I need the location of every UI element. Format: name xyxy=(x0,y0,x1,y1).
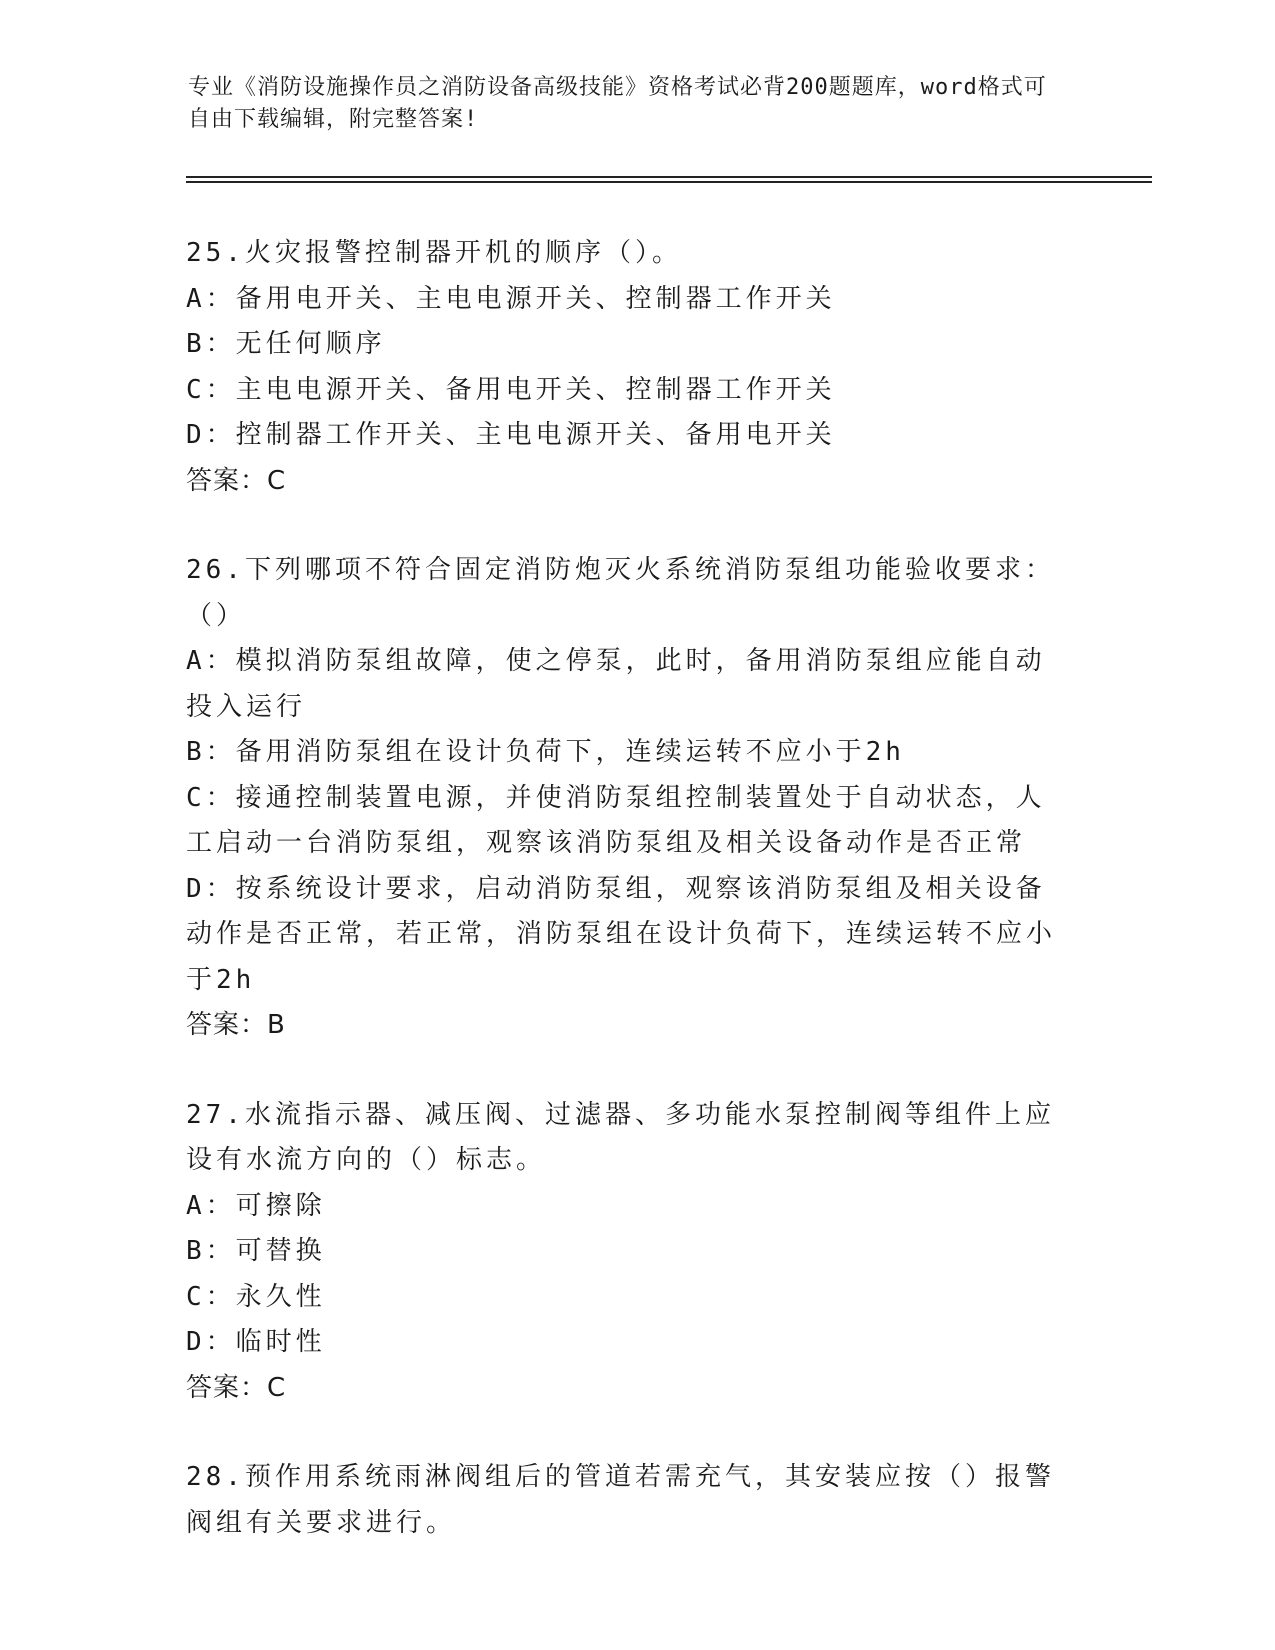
answer-line: 答案：B xyxy=(186,1010,286,1040)
question-list xyxy=(186,231,1066,1590)
question-stem: 25.火灾报警控制器开机的顺序（）。 xyxy=(186,238,682,268)
question-25 xyxy=(186,231,1066,504)
option-d: D：控制器工作开关、主电电源开关、备用电开关 xyxy=(186,420,836,450)
question-28 xyxy=(186,1455,1066,1546)
question-stem: 26.下列哪项不符合固定消防炮灭火系统消防泵组功能验收要求：（） xyxy=(186,555,1055,631)
option-d: D：按系统设计要求，启动消防泵组，观察该消防泵组及相关设备动作是否正常，若正常，消防泵组在设计负荷下，连续运转不应小于2h xyxy=(186,873,1057,995)
option-b: B：可替换 xyxy=(186,1236,326,1266)
document-header xyxy=(188,72,1068,136)
option-a: A：模拟消防泵组故障，使之停泵，此时，备用消防泵组应能自动投入运行 xyxy=(186,646,1046,722)
answer-line: 答案：C xyxy=(186,465,287,496)
option-c: C：主电电源开关、备用电开关、控制器工作开关 xyxy=(186,374,836,405)
option-b: B：无任何顺序 xyxy=(186,329,386,359)
option-a: A：备用电开关、主电电源开关、控制器工作开关 xyxy=(186,283,836,314)
question-27 xyxy=(186,1093,1066,1412)
answer-line: 答案：C xyxy=(186,1372,287,1403)
option-d: D：临时性 xyxy=(186,1327,326,1357)
question-26 xyxy=(186,548,1066,1049)
option-b: B：备用消防泵组在设计负荷下，连续运转不应小于2h xyxy=(186,737,905,767)
option-a: A：可擦除 xyxy=(186,1190,326,1221)
header-divider-top xyxy=(186,176,1152,178)
question-stem: 28.预作用系统雨淋阀组后的管道若需充气，其安装应按（）报警阀组有关要求进行。 xyxy=(186,1462,1055,1538)
header-text: 专业《消防设施操作员之消防设备高级技能》资格考试必背200题题库，word格式可自由下载编辑，附完整答案! xyxy=(188,75,1047,132)
option-c: C：永久性 xyxy=(186,1281,326,1312)
option-c: C：接通控制装置电源，并使消防泵组控制装置处于自动状态，人工启动一台消防泵组，观察该消防泵组及相关设备动作是否正常 xyxy=(186,782,1046,858)
header-divider-bottom xyxy=(186,181,1152,183)
question-stem: 27.水流指示器、减压阀、过滤器、多功能水泵控制阀等组件上应设有水流方向的（）标志。 xyxy=(186,1099,1055,1175)
